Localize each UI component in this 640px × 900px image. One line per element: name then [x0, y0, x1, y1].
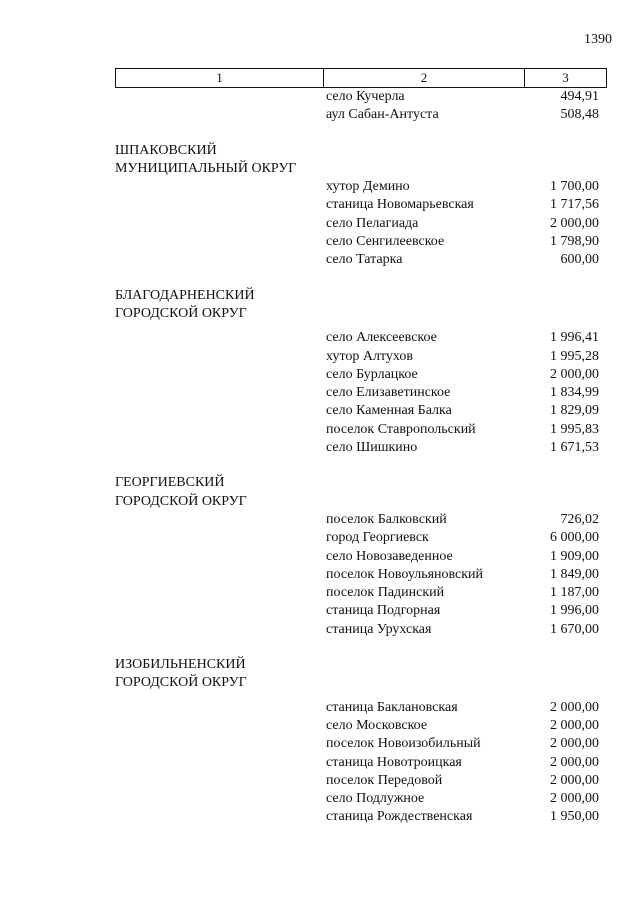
table-row	[115, 717, 605, 735]
settlement-name: хутор Демино	[326, 179, 410, 195]
amount-value: 1 909,00	[550, 548, 599, 564]
amount-value: 1 187,00	[550, 585, 599, 601]
table-row	[115, 529, 605, 547]
district-title: ИЗОБИЛЬНЕНСКИЙ	[115, 657, 246, 673]
table-row	[115, 602, 605, 620]
table-row	[115, 439, 605, 457]
header-cell-2: 2	[324, 69, 525, 87]
district-title: ГОРОДСКОЙ ОКРУГ	[115, 675, 247, 691]
table-row	[115, 699, 605, 717]
table-row	[115, 329, 605, 347]
settlement-name: село Сенгилеевское	[326, 234, 445, 250]
amount-value: 600,00	[560, 252, 599, 268]
settlement-name: село Подлужное	[326, 791, 425, 807]
amount-value: 1 670,00	[550, 621, 599, 637]
district-title: ШПАКОВСКИЙ	[115, 142, 217, 158]
table-row	[115, 178, 605, 196]
settlement-name: поселок Падинский	[326, 585, 445, 601]
settlement-name: город Георгиевск	[326, 530, 429, 546]
page-number: 1390	[584, 32, 612, 47]
table-row	[115, 215, 605, 233]
amount-value: 726,02	[560, 511, 599, 527]
amount-value: 2 000,00	[550, 754, 599, 770]
settlement-name: село Кучерла	[326, 89, 405, 104]
settlement-name: село Московское	[326, 717, 428, 733]
amount-value: 1 700,00	[550, 179, 599, 195]
table-row	[115, 735, 605, 753]
table-row	[115, 790, 605, 808]
settlement-name: поселок Новоизобильный	[326, 736, 481, 752]
table-header	[115, 68, 607, 88]
amount-value: 494,91	[560, 89, 599, 104]
amount-value: 6 000,00	[550, 530, 599, 546]
amount-value: 2 000,00	[550, 791, 599, 807]
amount-value: 1 950,00	[550, 809, 599, 825]
settlement-name: хутор Алтухов	[326, 348, 414, 364]
settlement-name: станица Урухская	[326, 621, 432, 637]
amount-value: 2 000,00	[550, 736, 599, 752]
amount-value: 1 995,28	[550, 348, 599, 364]
district-title: БЛАГОДАРНЕНСКИЙ	[115, 287, 255, 303]
settlement-name: село Елизаветинское	[326, 385, 451, 401]
settlement-name: поселок Балковский	[326, 511, 447, 527]
table-row	[115, 366, 605, 384]
amount-value: 1 996,41	[550, 330, 599, 346]
settlement-name: село Алексеевское	[326, 330, 437, 346]
amount-value: 1 829,09	[550, 403, 599, 419]
district-title: МУНИЦИПАЛЬНЫЙ ОКРУГ	[115, 160, 297, 176]
table-row	[115, 421, 605, 439]
table-row	[115, 88, 605, 106]
amount-value: 2 000,00	[550, 699, 599, 715]
district-title: ГОРОДСКОЙ ОКРУГ	[115, 493, 247, 509]
amount-value: 1 717,56	[550, 197, 599, 213]
district-title: ГЕОРГИЕВСКИЙ	[115, 475, 225, 491]
settlement-name: село Каменная Балка	[326, 403, 452, 419]
table-row	[115, 233, 605, 251]
table-row	[115, 251, 605, 269]
table-row	[115, 754, 605, 772]
settlement-name: поселок Новоульяновский	[326, 566, 484, 582]
table-row	[115, 196, 605, 214]
amount-value: 1 834,99	[550, 385, 599, 401]
amount-value: 2 000,00	[550, 772, 599, 788]
table-row	[115, 348, 605, 366]
amount-value: 1 996,00	[550, 603, 599, 619]
settlement-name: село Татарка	[326, 252, 403, 268]
settlement-name: село Шишкино	[326, 440, 418, 456]
table-row	[115, 621, 605, 639]
header-cell-1: 1	[116, 69, 324, 87]
amount-value: 1 798,90	[550, 234, 599, 250]
district-title: ГОРОДСКОЙ ОКРУГ	[115, 305, 247, 321]
table-row	[115, 548, 605, 566]
table-row	[115, 808, 605, 826]
settlement-name: станица Подгорная	[326, 603, 441, 619]
table-row	[115, 566, 605, 584]
table-row	[115, 772, 605, 790]
settlement-name: село Бурлацкое	[326, 366, 418, 382]
table-row	[115, 511, 605, 529]
settlement-name: станица Новомарьевская	[326, 197, 474, 213]
settlement-name: село Пелагиада	[326, 215, 419, 231]
header-cell-3: 3	[562, 70, 569, 85]
amount-value: 2 000,00	[550, 366, 599, 382]
table-body	[115, 88, 605, 827]
table-row	[115, 106, 605, 124]
amount-value: 2 000,00	[550, 717, 599, 733]
settlement-name: поселок Ставропольский	[326, 421, 476, 437]
settlement-name: станица Рождественская	[326, 809, 473, 825]
settlement-name: станица Новотроицкая	[326, 754, 462, 770]
table-row	[115, 402, 605, 420]
settlement-name: село Новозаведенное	[326, 548, 453, 564]
amount-value: 1 671,53	[550, 440, 599, 456]
amount-value: 2 000,00	[550, 215, 599, 231]
amount-value: 1 995,83	[550, 421, 599, 437]
amount-value: 508,48	[560, 107, 599, 123]
settlement-name: станица Баклановская	[326, 699, 458, 715]
table-row	[115, 384, 605, 402]
table-row	[115, 584, 605, 602]
settlement-name: аул Сабан-Антуста	[326, 107, 439, 123]
amount-value: 1 849,00	[550, 566, 599, 582]
settlement-name: поселок Передовой	[326, 772, 443, 788]
